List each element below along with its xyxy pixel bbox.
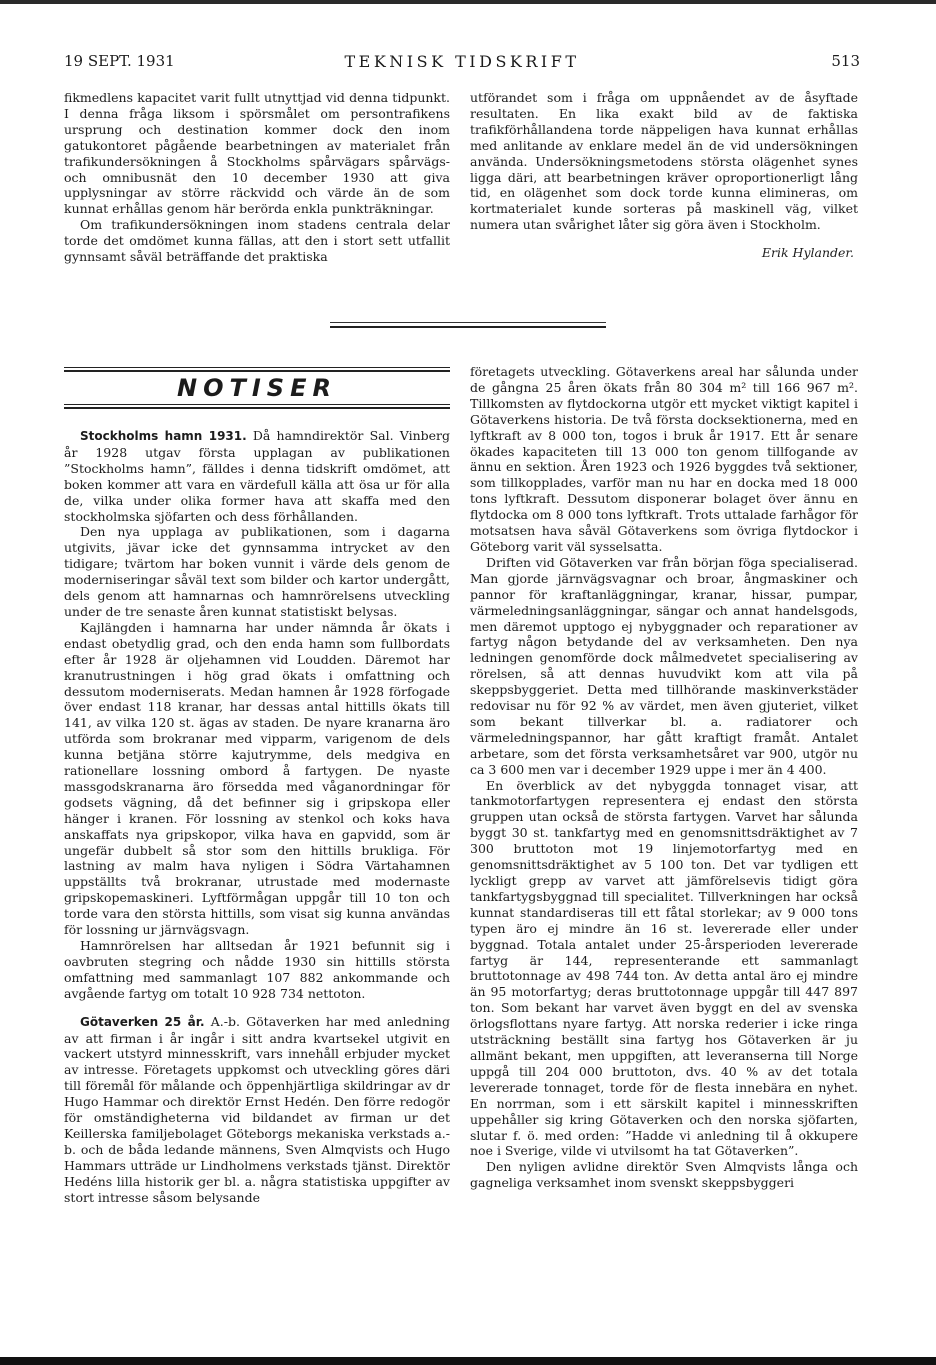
article-end-rule (330, 326, 606, 328)
page-number: 513 (831, 52, 860, 70)
notice-headline: Götaverken 25 år. (80, 1014, 205, 1029)
previous-article-left-column (64, 90, 450, 265)
section-title: NOTISER (177, 374, 337, 402)
notice-paragraph: Driften vid Götaverken var från början föga specialiserad. Man gjorde järnvägsvagnar och broar, ångmaskiner och pannor för kraftanläggningar, kranar, hissar, pumpar, värmeledningsanläggningar, sängar och annat handelsgods, men däremot upptogo ej nybyggnader och reparationer av fartyg någon betydande del av verksamheten. Den nya ledningen genomförde dock målmedvetet specialisering av rörelsen, så att dennas huvudvikt kom att vila på skeppsbyggeriet. Detta med tillhörande maskinverkstäder redovisar nu för 92 % av värdet, men även gjuteriet, vilket som bekant tillverkar bl. a. radiatorer och värmeledningspannor, har gått kraftigt framåt. Antalet arbetare, som det första verksamhetsåret var 900, utgör nu ca 3 600 men var i december 1929 uppe i mer än 4 400. (470, 554, 858, 777)
previous-article-right-column (470, 90, 858, 261)
notice-paragraph (64, 428, 450, 524)
author-signature: Erik Hylander. (761, 245, 854, 261)
paragraph: utförandet som i fråga om uppnåendet av de åsyftade resultaten. En lika exakt bild av de faktiska trafikförhållandena torde näppeligen hava kunnat erhållas med anlitande av enklare medel än de vid undersökningen använda. Undersökningsmetodens största olägenhet synes ligga däri, att bearbetningen kräver oproportionerligt lång tid, en olägenhet som dock torde kunna elimineras, om kortmaterialet kunde sorteras på maskinell väg, vilket numera utan svårighet låter sig göra även i Stockholm. (470, 90, 858, 233)
notice-paragraph: Den nya upplaga av publikationen, som i dagarna utgivits, jävar icke det gynnsamma intrycket av den tidigare; tvärtom har boken vunnit i värde dels genom de moderniseringar såväl text som bilder och kartor undergått, dels genom att hamnarnas och hamnrörelsens utveckling under de tre senaste åren kunnat statistiskt belysas. (64, 524, 450, 619)
notice-paragraph: Kajlängden i hamnarna har under nämnda år ökats i endast obetydlig grad, och den enda hamn som fullbordats efter år 1928 är oljehamnen vid Loudden. Däremot har kranutrustningen i hög grad ökats i omfattning och dessutom moderniserats. Medan hamnen år 1928 förfogade över endast 118 kranar, har dessas antal hittills ökats till 141, av vilka 120 st. ägas av staden. De nyare kranarna äro utförda som brokranar med vipparm, varigenom de dels kunna betjäna större kajutrymme, dels medgiva en rationellare lossning ombord å fartygen. De nyaste massgodskranarna äro försedda med våganordningar för godsets vägning, då det befinner sig i gripskopa eller hänger i kranen. För lossning av stenkol och koks hava anskaffats nya gripskopor, vilka hava en gapvidd, som är ungefär dubbelt så stor som den hittills brukliga. För lastning av malm hava nyligen i Södra Värtahamnen uppställts två brokranar, utrustade med modernaste gripskopemaskineri. Lyftförmågan uppgår till 10 ton och torde vara den största hittills, som visat sig kunna användas för lossning ur järnvägsvagn. (64, 619, 450, 938)
notice-lead-text: A.-b. Götaverken har med anledning av att firman i år ingår i sitt andra kvartsekel utgivit en vackert utstyrd minnesskrift, vars innehåll erbjuder mycket av intresse. Företagets uppkomst och utveckling göres däri till föremål för målande och öppenhjärtliga skildringar av dr Hugo Hammar och direktör Ernst Hedén. Den förre redogör för omständigheterna vid bildandet av firman ur det Keillerska familjebolaget Göteborgs mekaniska verkstads a.-b. och de båda ledande männens, Sven Almqvists och Hugo Hammars utträde ur Lindholmens verkstads tjänst. Direktör Hedéns lilla historik ger bl. a. några statistiska uppgifter av stort intresse såsom belysande (64, 1013, 450, 1205)
section-rule (64, 367, 450, 368)
paragraph: Om trafikundersökningen inom stadens centrala delar torde det omdömet kunna fällas, att den i stort sett utfallit gynnsamt såväl beträffande det praktiska (64, 217, 450, 265)
page-edge-bottom (0, 1357, 936, 1365)
notice-paragraph (64, 1014, 450, 1206)
journal-title: TEKNISK TIDSKRIFT (344, 52, 580, 71)
notice-paragraph: En överblick av det nybyggda tonnaget visar, att tankmotorfartygen representera ej endast den största gruppen utan också de största fartygen. Varvet har sålunda byggt 30 st. tankfartyg med en genomsnittsdräktighet av 7 300 bruttoton mot 19 linjemotorfartyg med en genomsnittsdräktighet av 5 100 ton. Det var tydligen ett lyckligt grepp av varvet att jämförelsevis tidigt göra tankfartygsbyggnad till specialitet. Tillverkningen har också kunnat standardiseras till ett fåtal storlekar; av 9 000 tons typen äro ej mindre än 16 st. levererade eller under byggnad. Totala antalet under 25-årsperioden levererade fartyg är 144, representerande ett sammanlagt bruttotonnage av 498 744 ton. Av detta antal äro ej mindre än 95 motorfartyg; deras bruttotonnage uppgår till 447 897 ton. Som bekant har varvet även byggt en del av svenska örlogsflottans nyare fartyg. Att norska rederier i icke ringa utsträckning beställt sina fartyg hos Götaverken är ju allmänt bekant, men uppgiften, att leveranserna till Norge uppgå till 204 000 bruttoton, dvs. 40 % av det totala levererade tonnaget, torde för de flesta innebära en nyhet. En norrman, som i ett särskilt kapitel i minnesskriften uppehåller sig kring Götaverken och den norska sjöfarten, slutar f. ö. med orden: ”Hadde vi anledning til å okkupere noe i Sverige, vilde vi utvilsomt ha tat Götaverken”. (470, 777, 858, 1159)
notice-headline: Stockholms hamn 1931. (80, 429, 247, 443)
issue-date: 19 SEPT. 1931 (64, 52, 175, 70)
notices-right-column (470, 364, 858, 1191)
article-end-rule (330, 322, 606, 323)
notice-lead-text: Då hamndirektör Sal. Vinberg år 1928 utgav första upplagan av publikationen ”Stockholms hamn”, fälldes i denna tidskrift omdömet, att boken kommer att vara en värdefull källa att ösa ur för alla de, vilka under olika former hava att skaffa med den stockholmska sjöfarten och dess förhållanden. (64, 428, 450, 524)
running-header (64, 52, 860, 76)
page-edge-top (0, 0, 936, 4)
section-rule (64, 407, 450, 409)
paragraph: fikmedlens kapacitet varit fullt utnyttjad vid denna tidpunkt. I denna fråga liksom i spörsmålet om persontrafikens ursprung och destination kommer dock den inom gatukontoret pågående bearbetningen av materialet från trafikundersökningen å Stockholms spårvägars spårvägs- och omnibusnät den 10 december 1930 att giva upplysningar av större räckvidd och värde än de som kunnat erhållas genom här berörda enkla punkträkningar. (64, 90, 450, 217)
notice-paragraph: företagets utveckling. Götaverkens areal har sålunda under de gångna 25 åren ökats från 80 304 m² till 166 967 m². Tillkomsten av flytdockorna utgör ett mycket viktigt kapitel i Götaverkens historia. De två första docksektionerna, med en lyftkraft av 8 000 ton, togos i bruk år 1917. Ett år senare ökades kapaciteten till 13 000 ton genom tillfogande av ännu en sektion. Åren 1923 och 1926 byggdes två sektioner, som tillkopplades, varför man nu har en docka med 18 000 tons lyftkraft. Dessutom disponerar bolaget över ännu en flytdocka om 8 000 tons lyftkraft. Trots uttalade farhågor för motsatsen hava såväl Götaverkens som övriga flytdockor i Göteborg varit väl sysselsatta. (470, 364, 858, 554)
notices-left-column (64, 428, 450, 1206)
section-rule (64, 404, 450, 405)
notice-paragraph: Hamnrörelsen har alltsedan år 1921 befunnit sig i oavbruten stegring och nådde 1930 sin hittills största omfattning med sammanlagt 107 882 ankommande och avgående fartyg om totalt 10 928 734 nettoton. (64, 938, 450, 1001)
notice-spacer (64, 1002, 450, 1014)
notice-paragraph: Den nyligen avlidne direktör Sven Almqvists långa och gagneliga verksamhet inom svenskt skeppsbyggeri (470, 1159, 858, 1191)
